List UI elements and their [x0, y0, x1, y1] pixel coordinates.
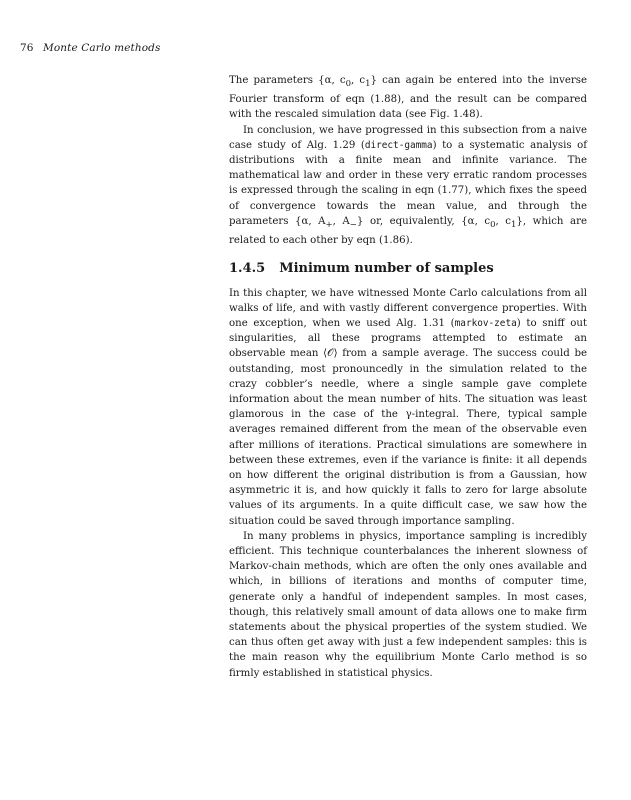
algorithm-name-direct-gamma: direct-gamma	[364, 139, 433, 151]
running-title: Monte Carlo methods	[43, 42, 161, 54]
paragraph-4: In many problems in physics, importance sampling is incredibly efficient. This technique counterbalances the inherent slowness of Markov-chain methods, which are often the only ones available and which, in billions of iterations and months of computer time, generate only a handful of independent samples. In most cases, though, this relatively small amount of data allows one to make firm statements about the physical properties of the system studied. We can thus often get away with just a few independent samples: this is the main reason why the equilibrium Monte Carlo method is so firmly established in statistical physics.	[229, 530, 587, 679]
paragraph-3: In this chapter, we have witnessed Monte Carlo calculations from all walks of life, and with vastly different convergence properties. With one exception, when we used Alg. 1.31 (markov-zeta) to sniff out singularities, all these programs attempted to estimate an observable mean ⟨𝒪⟩ from a sample average. The success could be outstanding, most pronouncedly in the simulation related to the crazy cobbler’s needle, where a single sample gave complete information about the mean number of hits. The situation was least glamorous in the case of the γ-integral. There, typical sample averages remained different from the mean of the observable even after millions of iterations. Practical simulations are somewhere in between these extremes, even if the variance is finite: it all depends on how different the original distribution is from a Gaussian, how asymmetric it is, and how quickly it falls to zero for large absolute values of its arguments. In a quite difficult case, we saw how the situation could be saved through importance sampling.	[229, 287, 588, 527]
running-header	[20, 42, 160, 54]
page-number: 76	[20, 42, 34, 54]
algorithm-name-markov-zeta: markov-zeta	[454, 317, 517, 329]
main-text	[229, 73, 587, 681]
section-number: 1.4.5	[229, 261, 266, 277]
paragraph-1: The parameters {α, $c_0$, $c_1$} can again be entered into the inverse Fourier transform of eqn (1.88), and the result can be compared with the rescaled simulation data (see Fig. 1.48).	[229, 75, 587, 121]
section-title: Minimum number of samples	[279, 261, 494, 277]
paragraph-2: In conclusion, we have progressed in this subsection from a naive case study of Alg. 1.29 (direct-gamma) to a systematic analysis of distributions with a finite mean and infinite variance. The mathematical law and order in these very erratic random processes is expressed through the scaling in eqn (1.77), which fixes the speed of convergence towards the mean value, and through the parameters {α, $A_+$, $A_-$} or, equivalently, {α, $c_0$, $c_1$}, which are related to each other by eqn (1.86).	[229, 124, 588, 247]
section-heading	[229, 261, 587, 276]
